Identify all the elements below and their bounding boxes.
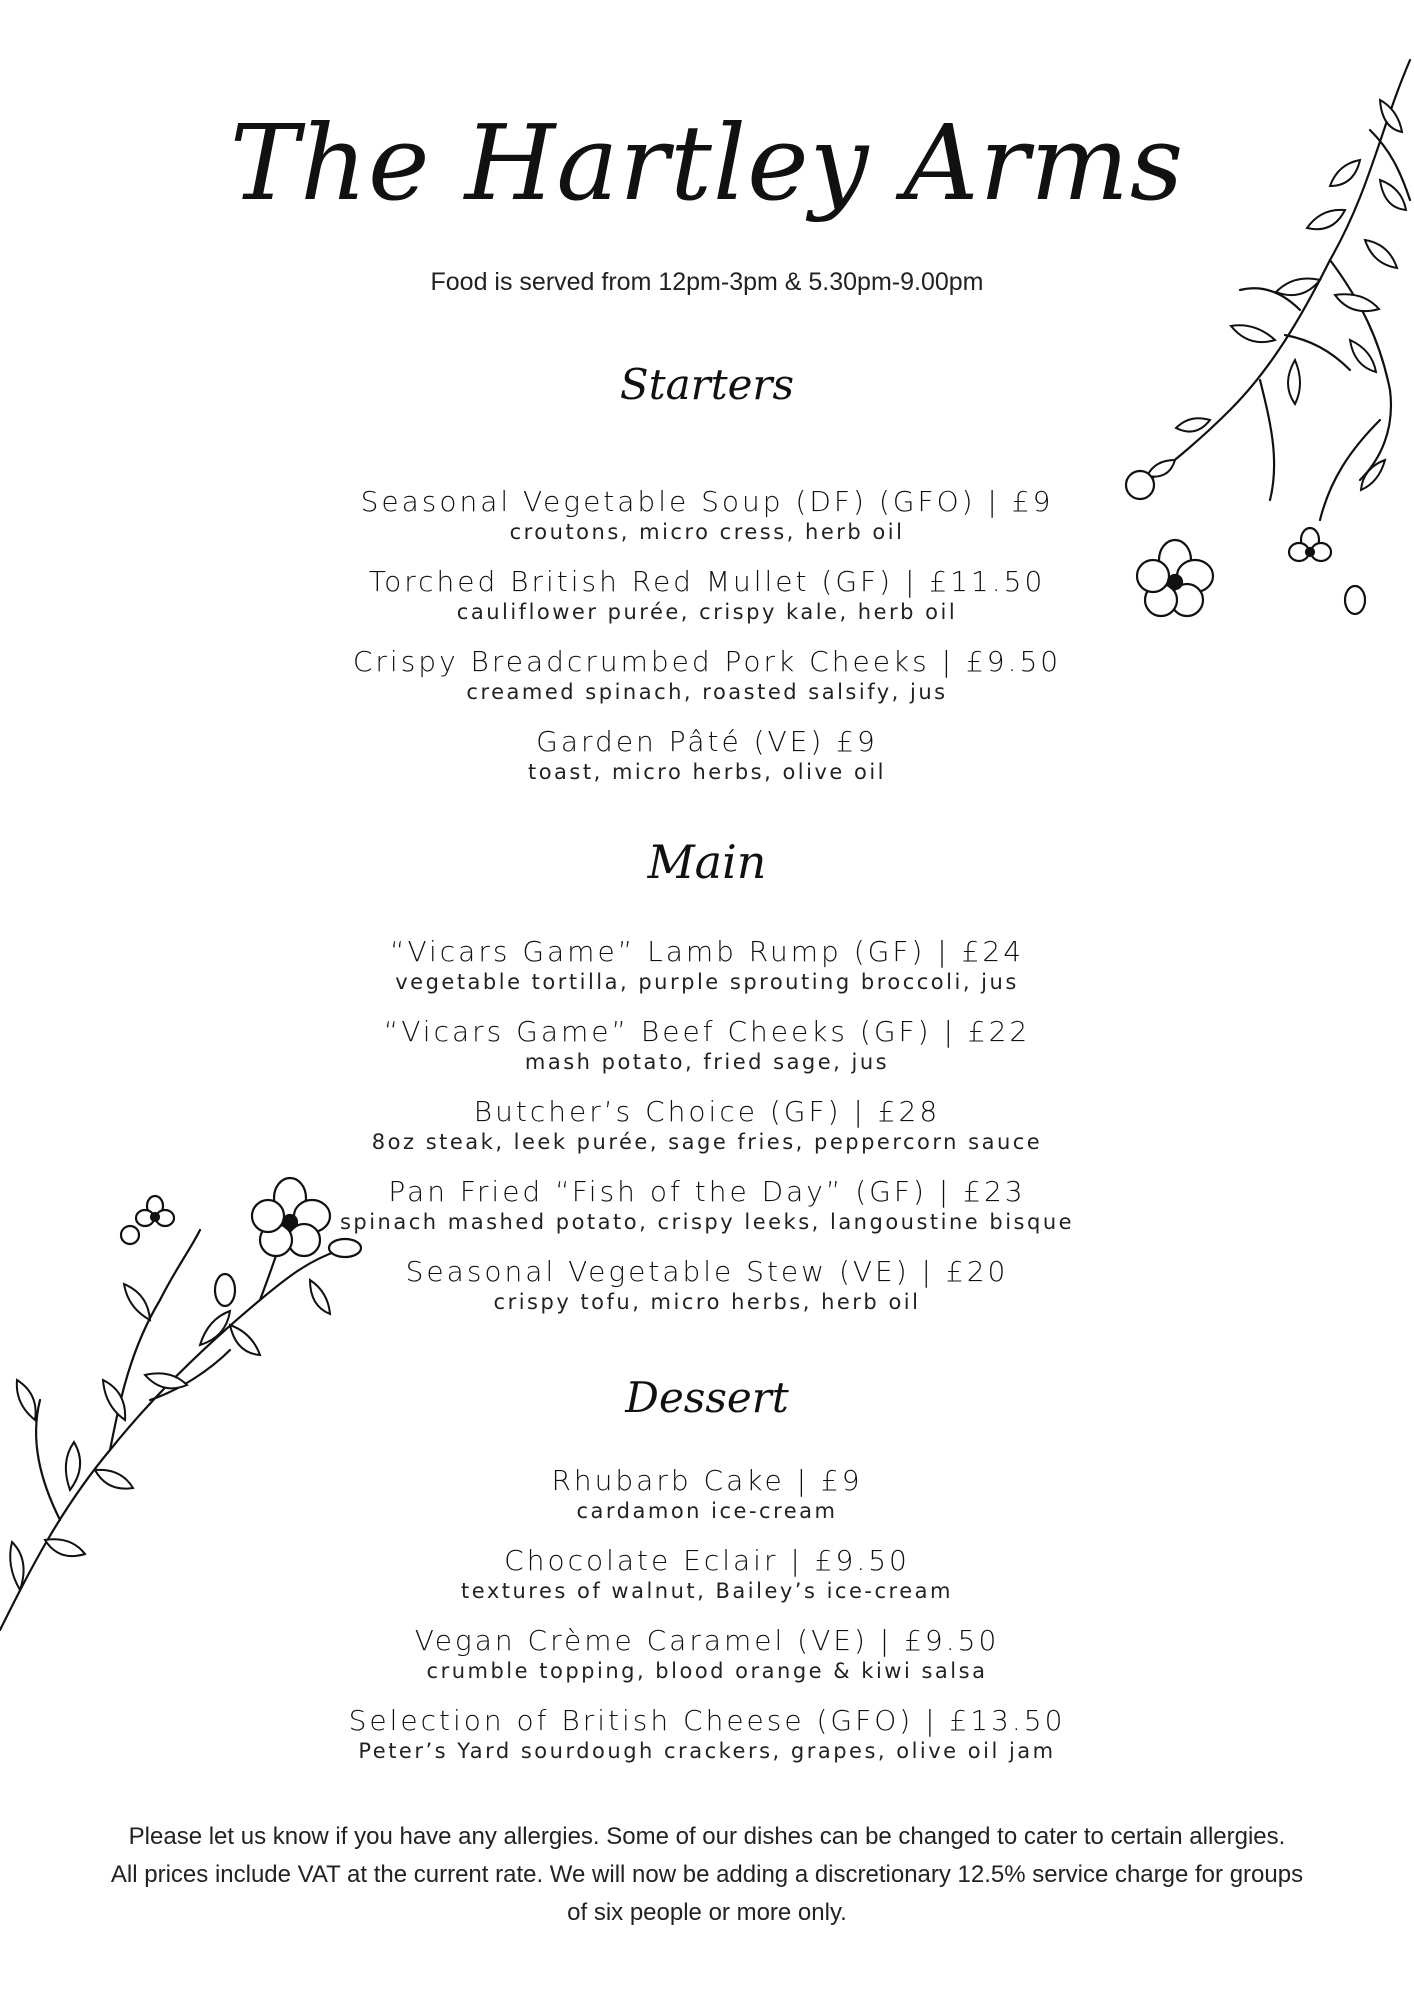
menu-item — [0, 1464, 1414, 1524]
menu-item-description: crispy tofu, micro herbs, herb oil — [493, 1290, 921, 1314]
menu-item-description: spinach mashed potato, crispy leeks, langoustine bisque — [339, 1210, 1075, 1234]
menu-item-name: “Vicars Game” Beef Cheeks (GF) | £22 — [383, 1015, 1031, 1048]
menu-item — [0, 565, 1414, 625]
service-hours: Food is served from 12pm-3pm & 5.30pm-9.00pm — [430, 268, 984, 296]
menu-item-name: Butcher’s Choice (GF) | £28 — [473, 1095, 941, 1128]
menu-item — [0, 1624, 1414, 1684]
menu-item-description: crumble topping, blood orange & kiwi salsa — [426, 1659, 988, 1683]
menu-item — [0, 1255, 1414, 1315]
menu-item-description: cauliflower purée, crispy kale, herb oil — [456, 600, 958, 624]
menu-item-description: croutons, micro cress, herb oil — [509, 520, 905, 544]
restaurant-name: The Hartley Arms — [229, 102, 1185, 224]
menu-item — [0, 1704, 1414, 1764]
menu-item-name: Vegan Crème Caramel (VE) | £9.50 — [414, 1624, 1000, 1657]
menu-item-name: Seasonal Vegetable Soup (DF) (GFO) | £9 — [360, 485, 1054, 518]
menu-item-name: Rhubarb Cake | £9 — [551, 1464, 863, 1497]
menu-item-name: Torched British Red Mullet (GF) | £11.50 — [368, 565, 1046, 598]
menu-item-name: Selection of British Cheese (GFO) | £13.50 — [348, 1704, 1066, 1737]
menu-item-name: Garden Pâté (VE) £9 — [536, 725, 878, 758]
menu-item-name: Seasonal Vegetable Stew (VE) | £20 — [405, 1255, 1009, 1288]
section-heading-starters: Starters — [619, 360, 795, 409]
menu-item-name: Chocolate Eclair | £9.50 — [504, 1544, 910, 1577]
menu-item — [0, 1544, 1414, 1604]
footer-line: of six people or more only. — [567, 1899, 847, 1926]
menu-item — [0, 1175, 1414, 1235]
menu-item — [0, 1015, 1414, 1075]
menu-item-description: cardamon ice-cream — [576, 1499, 838, 1523]
menu-item — [0, 935, 1414, 995]
menu-item-description: toast, micro herbs, olive oil — [527, 760, 887, 784]
menu-item-name: “Vicars Game” Lamb Rump (GF) | £24 — [389, 935, 1025, 968]
menu-item-description: Peter’s Yard sourdough crackers, grapes, olive oil jam — [358, 1739, 1056, 1763]
allergy-and-service-note — [60, 1818, 1354, 1932]
menu-item-description: vegetable tortilla, purple sprouting broccoli, jus — [395, 970, 1019, 994]
menu-item-description: 8oz steak, leek purée, sage fries, peppercorn sauce — [371, 1130, 1043, 1154]
footer-line: All prices include VAT at the current rate. We will now be adding a discretionary 12.5% service charge for groups — [110, 1861, 1304, 1888]
menu-item — [0, 1095, 1414, 1155]
menu-item — [0, 645, 1414, 705]
menu-item-description: textures of walnut, Bailey’s ice-cream — [461, 1579, 953, 1603]
menu-item-name: Pan Fried “Fish of the Day” (GF) | £23 — [388, 1175, 1026, 1208]
menu-item-description: mash potato, fried sage, jus — [524, 1050, 890, 1074]
menu-item — [0, 485, 1414, 545]
footer-line: Please let us know if you have any allergies. Some of our dishes can be changed to cater to certain allergies. — [128, 1823, 1286, 1850]
section-heading-main: Main — [647, 835, 767, 889]
menu-item-description: creamed spinach, roasted salsify, jus — [466, 680, 948, 704]
menu-item-name: Crispy Breadcrumbed Pork Cheeks | £9.50 — [352, 645, 1062, 678]
menu-item — [0, 725, 1414, 785]
section-heading-dessert: Dessert — [625, 1373, 789, 1422]
